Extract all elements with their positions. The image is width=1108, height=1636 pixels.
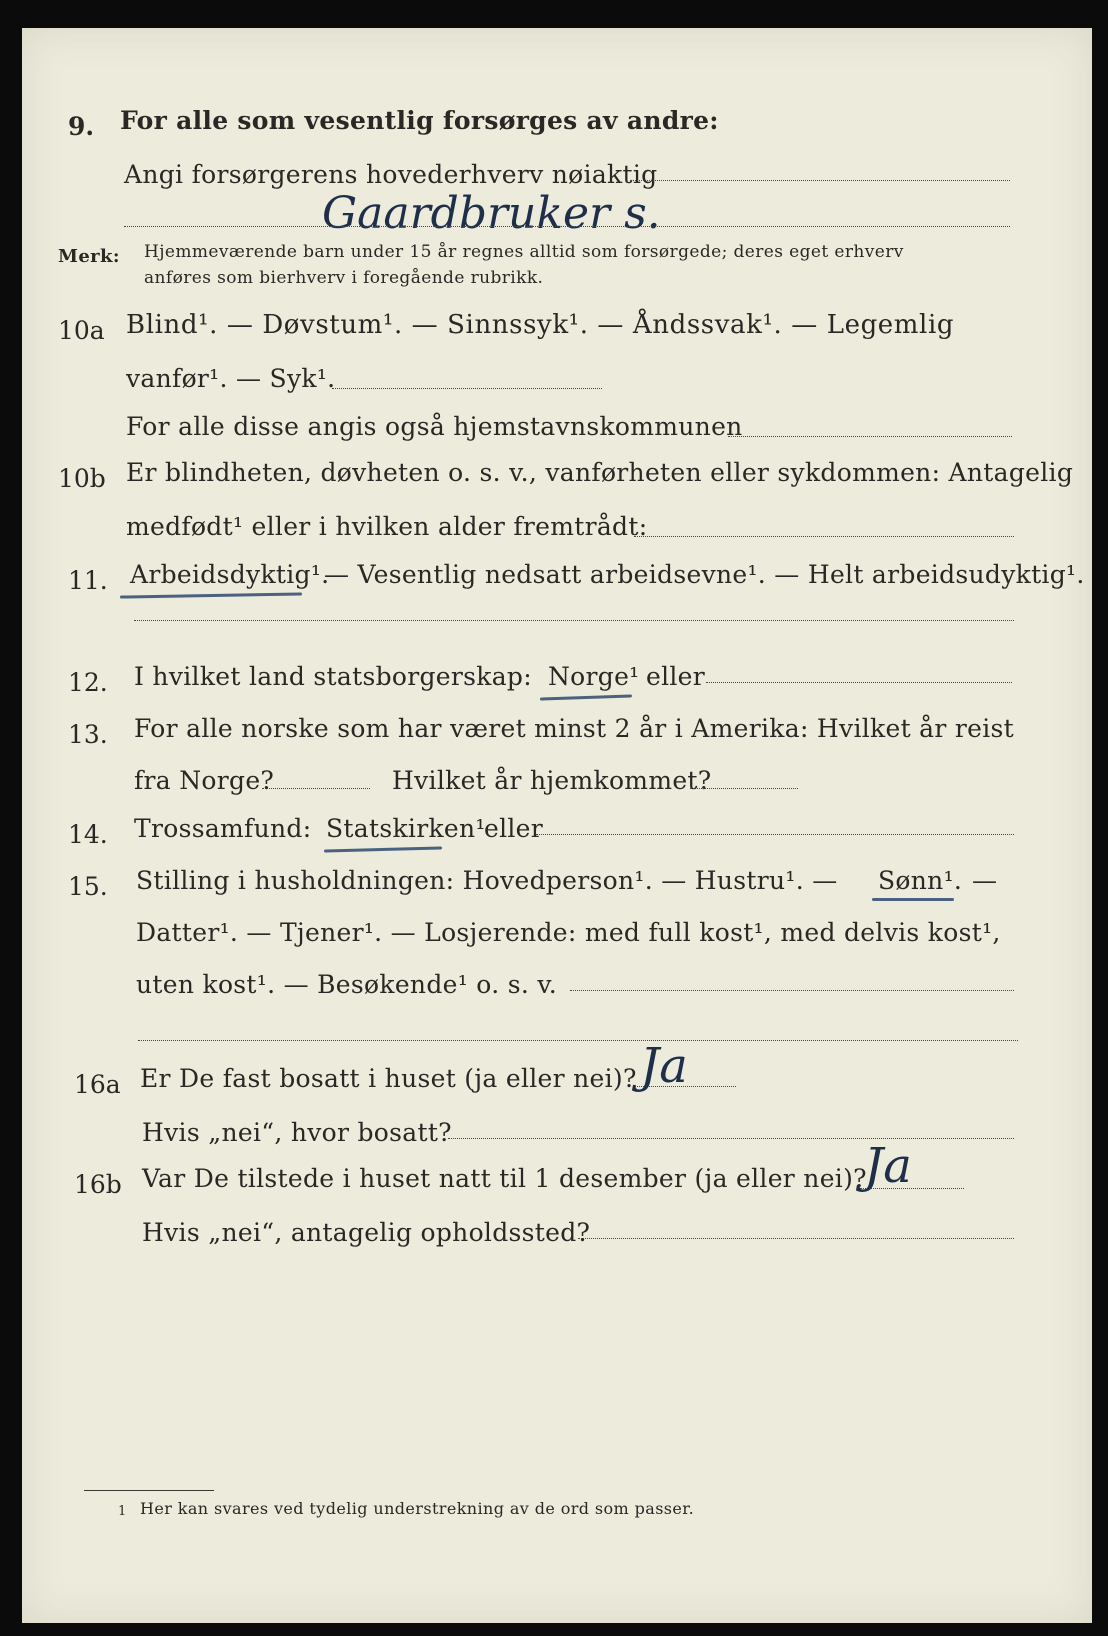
q12-fill-line: [706, 682, 1012, 683]
q16b-handwritten-answer: Ja: [864, 1138, 912, 1194]
census-form-page: [22, 28, 1092, 1623]
q13-line-2b: Hvilket år hjemkommet?: [392, 766, 712, 795]
q15-number: 15.: [68, 872, 108, 901]
q16b-line-2: Hvis „nei“, antagelig opholdssted?: [142, 1218, 591, 1247]
q16b-line-1: Var De tilstede i huset natt til 1 desember (ja eller nei)?: [142, 1164, 867, 1193]
q9-occupation-fill-line-2: [124, 226, 1010, 227]
q16a-line-2: Hvis „nei“, hvor bosatt?: [142, 1118, 452, 1147]
q10b-line-2: medfødt¹ eller i hvilken alder fremtrådt:: [126, 512, 648, 541]
q15-line-1a: Stilling i husholdningen: Hovedperson¹. — Hustru¹. —: [136, 866, 838, 895]
q16a-residence-line: [448, 1138, 1014, 1139]
q11-fill-line: [134, 620, 1014, 621]
q13-year-returned-line: [690, 788, 798, 789]
q13-line-2a: fra Norge?: [134, 766, 275, 795]
q10a-line-2: vanfør¹. — Syk¹.: [126, 364, 336, 393]
q13-year-left-line: [262, 788, 370, 789]
q14-handwritten-underline: [324, 846, 442, 852]
q14-option-statskirken: Statskirken¹: [326, 814, 486, 843]
q10a-number: 10a: [58, 316, 105, 345]
footnote-rule: [84, 1490, 214, 1491]
q11-number: 11.: [68, 566, 108, 595]
q15-line-1b: —: [972, 866, 998, 895]
q15-fill-line: [570, 990, 1014, 991]
q16a-line-1: Er De fast bosatt i huset (ja eller nei)?: [140, 1064, 637, 1093]
q13-line-1: For alle norske som har været minst 2 år i Amerika: Hvilket år reist: [134, 714, 1015, 743]
q16b-residence-line: [578, 1238, 1014, 1239]
q9-heading: For alle som vesentlig forsørges av andre:: [120, 106, 719, 135]
q10a-line-3: For alle disse angis også hjemstavnskommunen: [126, 412, 743, 441]
q9-number: 9.: [68, 112, 95, 141]
q9-occupation-label: Angi forsørgerens hovederhverv nøiaktig: [124, 160, 658, 189]
merk-line-1: Hjemmeværende barn under 15 år regnes alltid som forsørgede; deres eget erhverv: [144, 242, 904, 262]
q12-handwritten-underline: [540, 694, 632, 700]
q12-number: 12.: [68, 668, 108, 697]
q14-fill-line: [536, 834, 1014, 835]
q14-lead: Trossamfund:: [134, 814, 312, 843]
q12-tail: eller: [646, 662, 706, 691]
q15-line-2: Datter¹. — Tjener¹. — Losjerende: med full kost¹, med delvis kost¹,: [136, 918, 1001, 947]
q10b-fill-line: [634, 536, 1014, 537]
q10b-number: 10b: [58, 464, 106, 493]
q13-number: 13.: [68, 720, 108, 749]
q15-handwritten-underline: [872, 898, 954, 901]
q10a-fill-line: [332, 388, 602, 389]
footnote-mark: 1: [118, 1504, 127, 1519]
q15-option-sonn: Sønn¹.: [878, 866, 963, 895]
q10a-line-1: Blind¹. — Døvstum¹. — Sinnssyk¹. — Åndssvak¹. — Legemlig: [126, 310, 955, 340]
q10b-line-1: Er blindheten, døvheten o. s. v., vanførheten eller sykdommen: Antagelig: [126, 458, 1074, 487]
q15-fill-line-2: [138, 1040, 1018, 1041]
q11-option-arbeidsdyktig: Arbeidsdyktig¹.: [130, 560, 330, 589]
q16a-number: 16a: [74, 1070, 121, 1099]
q16b-number: 16b: [74, 1170, 122, 1199]
q11-other-options: — Vesentlig nedsatt arbeidsevne¹. — Helt arbeidsudyktig¹.: [324, 560, 1085, 589]
q14-tail: eller: [484, 814, 544, 843]
q11-handwritten-underline: [120, 592, 302, 598]
q10a-home-municipality-line: [728, 436, 1012, 437]
q12-option-norge: Norge¹: [548, 662, 640, 691]
merk-label: Merk:: [58, 246, 120, 267]
q16a-handwritten-answer: Ja: [640, 1038, 688, 1094]
q9-handwritten-occupation: Gaardbruker s.: [322, 188, 661, 239]
q15-line-3: uten kost¹. — Besøkende¹ o. s. v.: [136, 970, 558, 999]
q12-lead: I hvilket land statsborgerskap:: [134, 662, 532, 691]
footnote-text: Her kan svares ved tydelig understrekning av de ord som passer.: [140, 1499, 695, 1518]
merk-line-2: anføres som bierhverv i foregående rubrikk.: [144, 268, 544, 288]
q14-number: 14.: [68, 820, 108, 849]
q9-occupation-fill-line: [630, 180, 1010, 181]
